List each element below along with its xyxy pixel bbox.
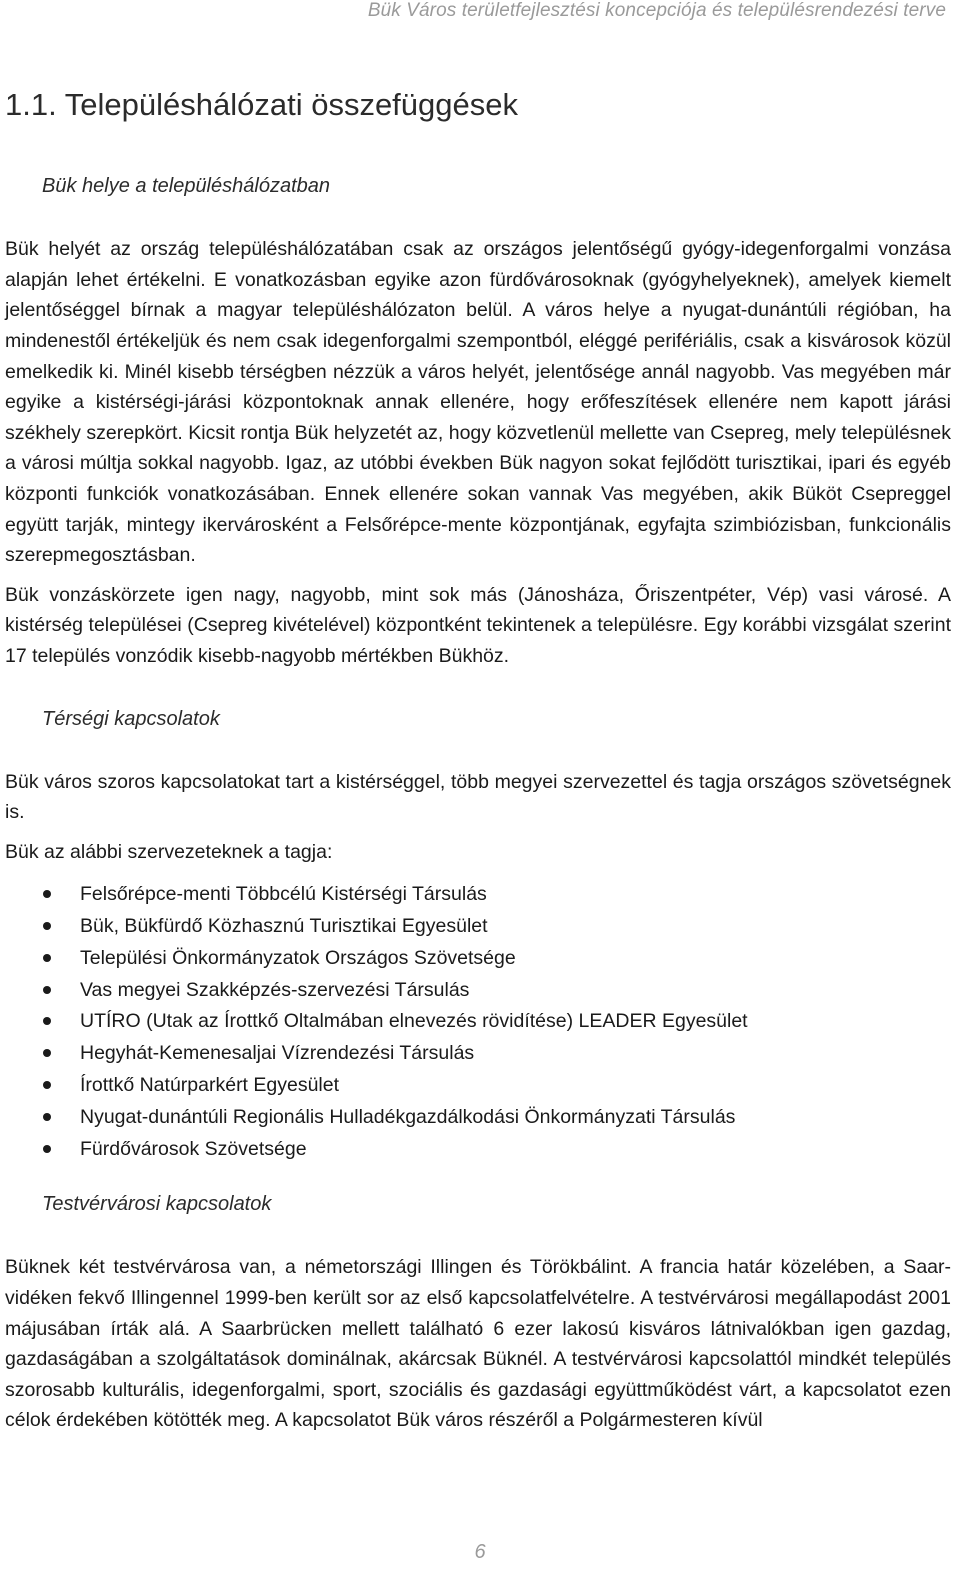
bullet-icon <box>43 890 51 898</box>
list-item: Fürdővárosok Szövetsége <box>5 1134 951 1166</box>
bullet-icon <box>43 1049 51 1057</box>
bullet-icon <box>43 1017 51 1025</box>
list-item: Írottkő Natúrparkért Egyesület <box>5 1070 951 1102</box>
list-item: UTÍRO (Utak az Írottkő Oltalmában elnevezés rövidítése) LEADER Egyesület <box>5 1006 951 1038</box>
document-body <box>5 86 951 1445</box>
organization-list <box>5 879 951 1165</box>
list-item: Települési Önkormányzatok Országos Szövetsége <box>5 943 951 975</box>
list-item: Felsőrépce-menti Többcélú Kistérségi Társulás <box>5 879 951 911</box>
running-header: Bük Város területfejlesztési koncepciója és településrendezési terve <box>367 0 946 21</box>
subheading-twin-towns: Testvérvárosi kapcsolatok <box>42 1193 272 1216</box>
paragraph-membership-intro: Bük az alábbi szervezeteknek a tagja: <box>5 840 333 863</box>
subheading-network-position: Bük helye a településhálózatban <box>42 175 330 198</box>
bullet-icon <box>43 986 51 994</box>
paragraph-regional-relations: Bük város szoros kapcsolatokat tart a kistérséggel, több megyei szervezettel és tagja országos szövetségnek is. <box>5 770 951 824</box>
list-item: Vas megyei Szakképzés-szervezési Társulás <box>5 975 951 1007</box>
bullet-icon <box>43 922 51 930</box>
paragraph-twin-towns: Büknek két testvérvárosa van, a németországi Illingen és Törökbálint. A francia határ közelében, a Saar-vidéken fekvő Illingennel 1999-ben került sor az első kapcsolatfelvételre. A testvérvárosi megállapodást 2001 májusában írták alá. A Saarbrücken mellett található 6 ezer lakosú kisváros látnivalókban igen gazdag, gazdaságában a szolgáltatások dominálnak, akárcsak Büknél. A testvérvárosi kapcsolattól mindkét település szorosabb kulturális, idegenforgalmi, sport, szociális és gazdasági együttműködést várt, a kapcsolatot ezen célok érdekében kötötték meg. A kapcsolatot Bük város részéről a Polgármesteren kívül <box>5 1256 951 1432</box>
section-title: 1.1. Településhálózati összefüggések <box>5 87 518 122</box>
bullet-icon <box>43 954 51 962</box>
list-item: Bük, Bükfürdő Közhasznú Turisztikai Egyesület <box>5 911 951 943</box>
paragraph-network-position: Bük helyét az ország településhálózatában csak az országos jelentőségű gyógy-idegenforgalmi vonzása alapján lehet értékelni. E vonatkozásban egyike azon fürdővárosoknak (gyógyhelyeknek), amelyek kiemelt jelentőséggel bírnak a magyar településhálózaton belül. A város helye a nyugat-dunántúli régióban, ha mindenestől értékeljük és nem csak idegenforgalmi szempontból, eléggé perifériális, csak a kisvárosok közül emelkedik ki. Minél kisebb térségben nézzük a város helyét, jelentősége annál nagyobb. Vas megyében már egyike a kistérségi-járási központoknak annak ellenére, hogy erőfeszítések ellenére nem kapott járási székhely szerepkört. Kicsit rontja Bük helyzetét az, hogy közvetlenül mellette van Csepreg, mely településnek a városi múltja sokkal nagyobb. Igaz, az utóbbi években Bük nagyon sokat fejlődött turisztikai, ipari és egyéb központi funkciók vonatkozásában. Ennek ellenére sokan vannak Vas megyében, akik Büköt Csepreggel együtt tarják, mintegy ikervárosként a Felsőrépce-mente központjának, egyfajta szimbiózisban, funkcionális szerepmegosztásban. <box>5 238 951 567</box>
list-item: Nyugat-dunántúli Regionális Hulladékgazdálkodási Önkormányzati Társulás <box>5 1102 951 1134</box>
list-item: Hegyhát-Kemenesaljai Vízrendezési Társulás <box>5 1038 951 1070</box>
bullet-icon <box>43 1113 51 1121</box>
subheading-regional-relations: Térségi kapcsolatok <box>42 707 220 730</box>
page-number: 6 <box>474 1541 486 1563</box>
bullet-icon <box>43 1081 51 1089</box>
paragraph-catchment-area: Bük vonzáskörzete igen nagy, nagyobb, mint sok más (Jánosháza, Őriszentpéter, Vép) vasi városé. A kistérség települései (Csepreg kivételével) központként tekintenek a településre. Egy korábbi vizsgálat szerint 17 település vonzódik kisebb-nagyobb mértékben Bükhöz. <box>5 583 951 667</box>
bullet-icon <box>43 1145 51 1153</box>
